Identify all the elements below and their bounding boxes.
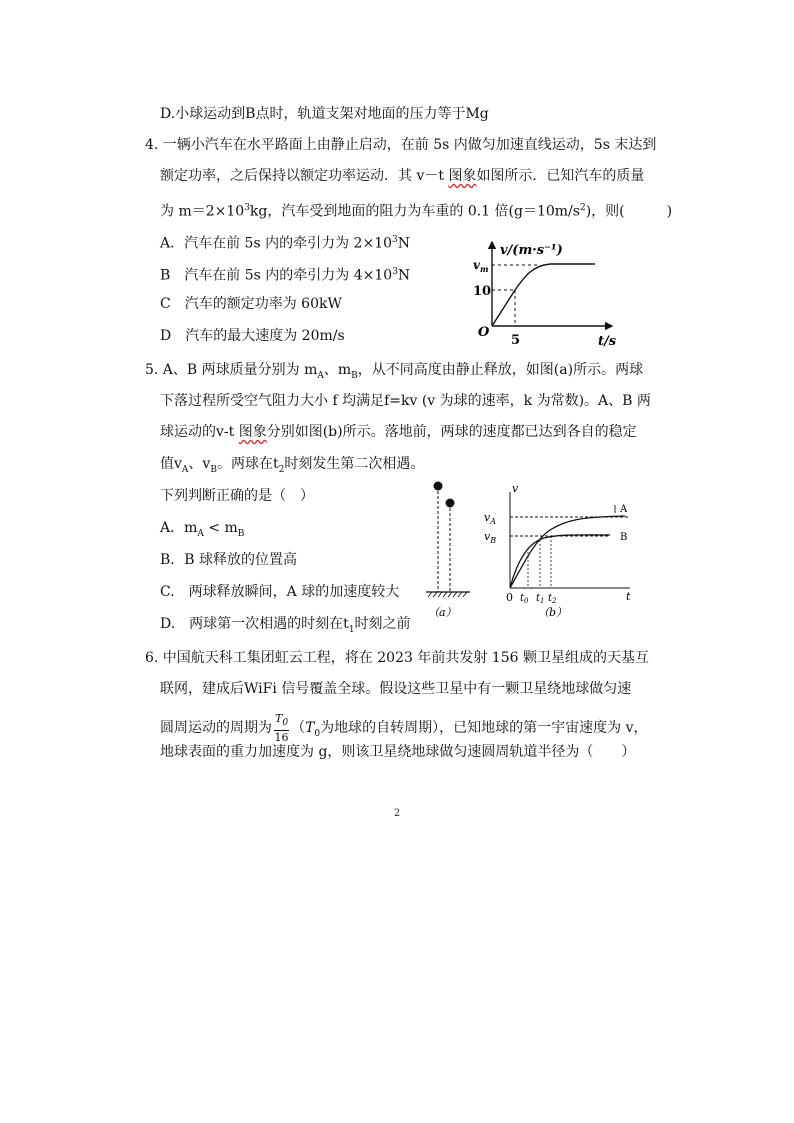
caption-a: （a） bbox=[428, 606, 457, 619]
velocity-curve bbox=[492, 264, 595, 326]
period-fraction: $\frac{T_0}{16}$ bbox=[274, 712, 289, 745]
q6-stem-line2: 联网，建成后WiFi 信号覆盖全球。假设这些卫星中有一颗卫星绕地球做匀速 bbox=[160, 681, 632, 697]
q5-figure-a bbox=[420, 476, 480, 622]
q5-prompt: 下列判断正确的是（ ） bbox=[160, 488, 314, 504]
curve-b-label: B bbox=[620, 532, 628, 543]
y-axis-label: v/(m·s⁻¹) bbox=[500, 243, 563, 258]
t2-label: $t_2$ bbox=[548, 593, 557, 605]
v-axis-label: v bbox=[512, 482, 519, 495]
q5-stem-line4: 值$v_A$、$v_B$。两球在$t_2$时刻发生第二次相遇。 bbox=[160, 456, 425, 475]
q6-stem-line4: 地球表面的重力加速度为 g，则该卫星绕地球做匀速圆周轨道半径为（ ） bbox=[160, 744, 636, 760]
q6-stem-line1: 6. 中国航天科工集团虹云工程，将在 2023 年前共发射 156 颗卫星组成的天基互 bbox=[145, 650, 649, 666]
q5-stem-line2: 下落过程所受空气阻力大小 f 均满足f=kv (v 为球的速率，k 为常数)。A、B 两 bbox=[160, 393, 651, 409]
q4-vt-graph bbox=[470, 234, 620, 350]
ball-a bbox=[434, 482, 443, 491]
origin-zero: 0 bbox=[506, 591, 513, 604]
q5-stem-line1: 5. A、B 两球质量分别为 $m_A$、$m_B$，从不同高度由静止释放，如图(a)所示。两球 bbox=[145, 362, 644, 381]
caption-b: （b） bbox=[538, 606, 568, 619]
x-axis-label: t/s bbox=[598, 334, 617, 349]
q5-stem-line3: 球运动的v-t 图象分别如图(b)所示。落地前，两球的速度都已达到各自的稳定 bbox=[160, 424, 637, 440]
q6-stem-line3: 圆周运动的周期为 $\frac{T_0}{16}$ （$T_0$为地球的自转周期），已知地球的第一宇宙速度为 v， bbox=[160, 712, 648, 745]
q5-option-c: C. 两球释放瞬间，A 球的加速度较大 bbox=[160, 584, 400, 600]
q4-option-a: A．汽车在前 5s 内的牵引力为 $2\times 10^3N$ bbox=[160, 235, 410, 252]
q5-option-a: A．$m_A < m_B$ bbox=[160, 520, 245, 539]
q4-option-b: B 汽车在前 5s 内的牵引力为 $4\times 10^3N$ bbox=[160, 267, 411, 284]
curve-a-label: A bbox=[620, 504, 628, 515]
x-tick-5: 5 bbox=[511, 333, 521, 348]
q4-stem-line3: 为 $m=2\times 10^3kg$，汽车受到地面的阻力为车重的 0.1 倍$(g=10m/s^2)$，则( ) bbox=[160, 203, 673, 220]
origin-label: O bbox=[478, 325, 490, 340]
q4-stem-line1: 4. 一辆小汽车在水平路面上由静止启动，在前 5s 内做匀加速直线运动，5s 末达到 bbox=[145, 137, 657, 153]
q4-stem-line2: 额定功率，之后保持以额定功率运动．其 v－t 图象如图所示．已知汽车的质量 bbox=[160, 168, 645, 184]
q4-option-c: C 汽车的额定功率为 60kW bbox=[160, 296, 342, 312]
ground-hatch bbox=[428, 592, 467, 597]
y-tick-10: 10 bbox=[473, 284, 492, 299]
q5-figure-b bbox=[480, 478, 640, 622]
vA-label: $v_A$ bbox=[484, 511, 496, 526]
q5-option-b: B．B 球释放的位置高 bbox=[160, 552, 298, 568]
page-number: 2 bbox=[393, 808, 401, 819]
ball-b bbox=[446, 499, 455, 508]
q4-option-d: D 汽车的最大速度为 20m/s bbox=[160, 328, 345, 344]
curve-a bbox=[510, 516, 628, 588]
q3-option-d: D.小球运动到B点时，轨道支架对地面的压力等于Mg bbox=[160, 106, 489, 122]
vm-label: $v_m$ bbox=[473, 258, 489, 274]
q5-option-d: D. 两球第一次相遇的时刻在$t_1$时刻之前 bbox=[160, 616, 411, 635]
t0-label: $t_0$ bbox=[520, 593, 529, 605]
t-axis-label: t bbox=[626, 590, 631, 603]
t1-label: $t_1$ bbox=[536, 593, 545, 605]
vB-label: $v_B$ bbox=[484, 530, 497, 545]
